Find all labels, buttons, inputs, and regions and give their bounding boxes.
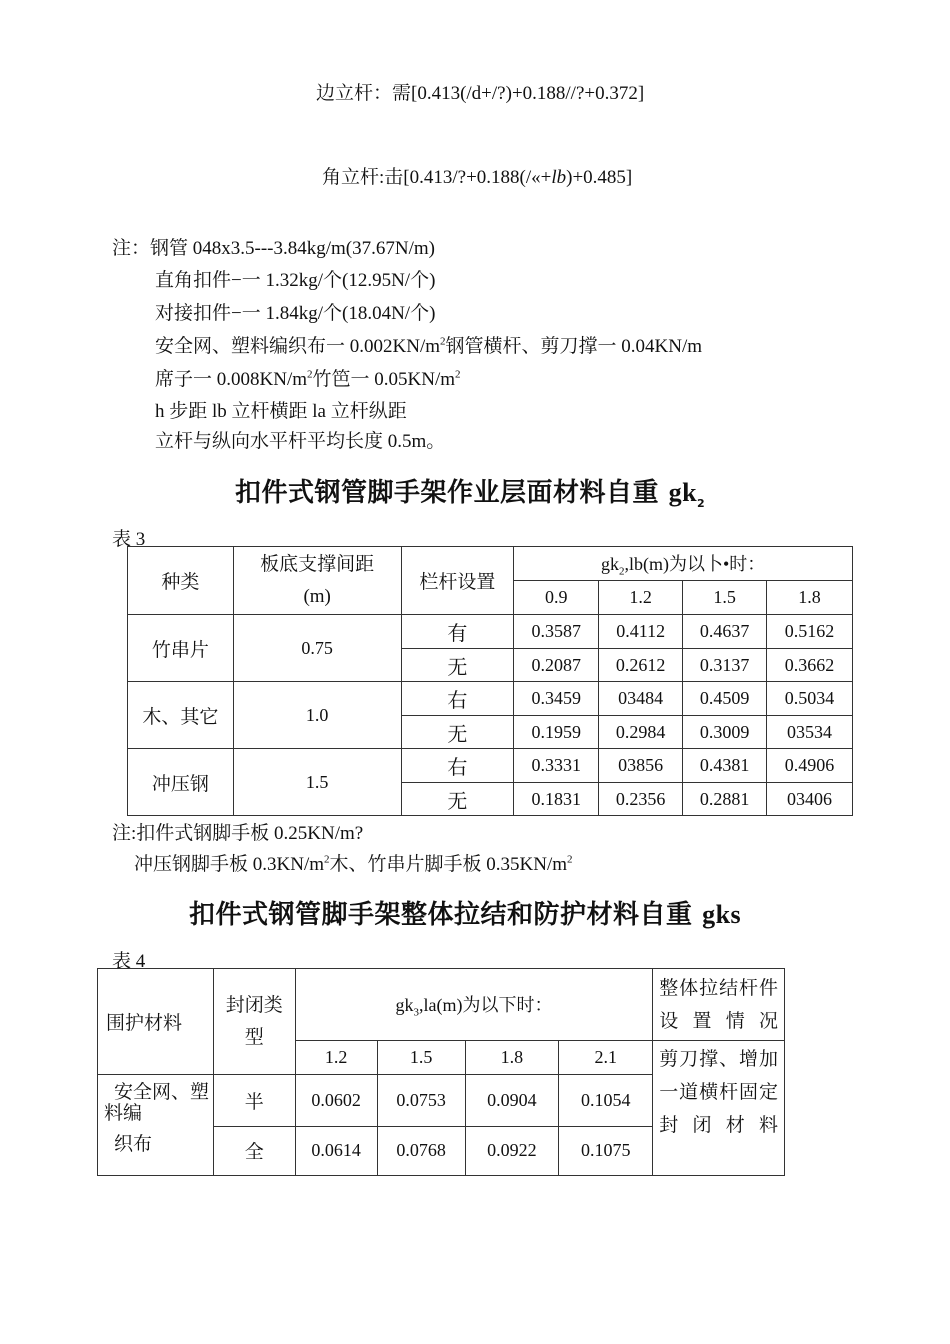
table-row bbox=[128, 615, 853, 649]
cell-type: 竹串片 bbox=[128, 615, 234, 682]
cell-value: 0.2612 bbox=[599, 649, 683, 682]
cell-rail: 右 bbox=[401, 749, 514, 783]
cell-value: 0.0753 bbox=[377, 1075, 465, 1127]
cell-value: 0.3587 bbox=[514, 615, 599, 649]
cell-value: 0.4509 bbox=[683, 682, 767, 716]
cell-rail: 无 bbox=[401, 649, 514, 682]
cell-value: 0.5034 bbox=[767, 682, 853, 716]
cell-value: 0.2881 bbox=[683, 783, 767, 816]
header-col: 1.2 bbox=[599, 581, 683, 615]
note-butt-fastener: 对接扣件−一 1.84kg/个(18.04N/个) bbox=[155, 303, 436, 324]
cell-value: 0.3009 bbox=[683, 716, 767, 749]
cell-value: 0.4637 bbox=[683, 615, 767, 649]
heading-work-layer: 扣件式钢管脚手架作业层面材料自重 $gk_2$ bbox=[235, 478, 706, 511]
cell-value: 03534 bbox=[767, 716, 853, 749]
header-col: 1.5 bbox=[683, 581, 767, 615]
header-col: 2.1 bbox=[559, 1041, 653, 1075]
cell-type: 木、其它 bbox=[128, 682, 234, 749]
cell-value: 0.3331 bbox=[514, 749, 599, 783]
note-mat: 席子一 $0.008KN/m^2$竹笆一 $0.05KN/m^2$ bbox=[155, 368, 461, 390]
table-row bbox=[128, 682, 853, 716]
cell-spacing: 0.75 bbox=[233, 615, 401, 682]
header-col: 1.2 bbox=[295, 1041, 377, 1075]
cell-value: 0.0922 bbox=[465, 1126, 559, 1175]
header-col: 1.8 bbox=[767, 581, 853, 615]
heading-tie-protection: 扣件式钢管脚手架整体拉结和防护材料自重 gks bbox=[189, 900, 742, 930]
cell-value: 0.4906 bbox=[767, 749, 853, 783]
header-material: 围护材料 bbox=[98, 969, 214, 1075]
table-row bbox=[128, 749, 853, 783]
table3-caption: 表 3 bbox=[112, 529, 146, 550]
cell-rail: 无 bbox=[401, 783, 514, 816]
header-col: 1.5 bbox=[377, 1041, 465, 1075]
cell-value: 03856 bbox=[599, 749, 683, 783]
cell-tie-setting: 剪刀撑、增加一道横杆固定封闭材料 bbox=[653, 1041, 785, 1176]
note-right-angle-fastener: 直角扣件−一 1.32kg/个(12.95N/个) bbox=[155, 270, 436, 291]
table4-caption: 表 4 bbox=[112, 951, 146, 972]
table3-note-1: 注:扣件式钢脚手板 0.25KN/m? bbox=[112, 823, 364, 844]
cell-rail: 右 bbox=[401, 682, 514, 716]
header-col: 0.9 bbox=[514, 581, 599, 615]
cell-value: 0.4381 bbox=[683, 749, 767, 783]
cell-spacing: 1.5 bbox=[233, 749, 401, 816]
header-gk3-group: $gk_3,la(m)$为以下时： bbox=[295, 969, 652, 1041]
cell-rail: 有 bbox=[401, 615, 514, 649]
header-gk2-group: $gk_2,lb(m)$为以卜•时： bbox=[514, 547, 853, 581]
cell-value: 0.0768 bbox=[377, 1126, 465, 1175]
cell-material: 安全网、塑 料编 织布 bbox=[98, 1075, 214, 1176]
header-tie-setting: 整体拉结杆件设置情况 bbox=[653, 969, 785, 1041]
cell-value: 0.5162 bbox=[767, 615, 853, 649]
formula-edge-pole: 边立杆：需[0.413(/d+/?)+0.188//?+0.372] bbox=[316, 83, 645, 104]
table4 bbox=[97, 968, 785, 1176]
cell-value: 0.0904 bbox=[465, 1075, 559, 1127]
note-steel-pipe: 注：钢管 048x3.5---3.84kg/m(37.67N/m) bbox=[112, 238, 435, 259]
header-closure-type: 封闭类型 bbox=[213, 969, 295, 1075]
cell-value: 0.2356 bbox=[599, 783, 683, 816]
cell-value: 03484 bbox=[599, 682, 683, 716]
cell-value: 0.1959 bbox=[514, 716, 599, 749]
note-safety-net: 安全网、塑料编织布一 $0.002KN/m^2$钢管横杆、剪刀撑一 0.04KN/m bbox=[155, 335, 703, 357]
header-type: 种类 bbox=[128, 547, 234, 615]
cell-value: 03406 bbox=[767, 783, 853, 816]
cell-value: 0.0602 bbox=[295, 1075, 377, 1127]
cell-value: 0.1054 bbox=[559, 1075, 653, 1127]
cell-value: 0.2087 bbox=[514, 649, 599, 682]
header-col: 1.8 bbox=[465, 1041, 559, 1075]
table3-note-2: 冲压钢脚手板 $0.3KN/m^2$木、竹串片脚手板 $0.35KN/m^2$ bbox=[134, 853, 573, 875]
cell-value: 0.3459 bbox=[514, 682, 599, 716]
cell-value: 0.1075 bbox=[559, 1126, 653, 1175]
table3 bbox=[127, 546, 853, 816]
cell-value: 0.3137 bbox=[683, 649, 767, 682]
cell-rail: 无 bbox=[401, 716, 514, 749]
cell-closure: 全 bbox=[213, 1126, 295, 1175]
cell-value: 0.4112 bbox=[599, 615, 683, 649]
cell-value: 0.3662 bbox=[767, 649, 853, 682]
cell-value: 0.0614 bbox=[295, 1126, 377, 1175]
formula-corner-pole: 角立杆:击[0.413/?+0.188(/«+lb)+0.485] bbox=[322, 167, 633, 188]
cell-spacing: 1.0 bbox=[233, 682, 401, 749]
cell-type: 冲压钢 bbox=[128, 749, 234, 816]
cell-value: 0.2984 bbox=[599, 716, 683, 749]
note-average-length: 立杆与纵向水平杆平均长度 0.5m。 bbox=[155, 431, 446, 452]
cell-value: 0.1831 bbox=[514, 783, 599, 816]
header-support-spacing: 板底支撑间距 (m) bbox=[233, 547, 401, 615]
note-symbols: h 步距 lb 立杆横距 la 立杆纵距 bbox=[155, 401, 407, 422]
header-railing: 栏杆设置 bbox=[401, 547, 514, 615]
cell-closure: 半 bbox=[213, 1075, 295, 1127]
